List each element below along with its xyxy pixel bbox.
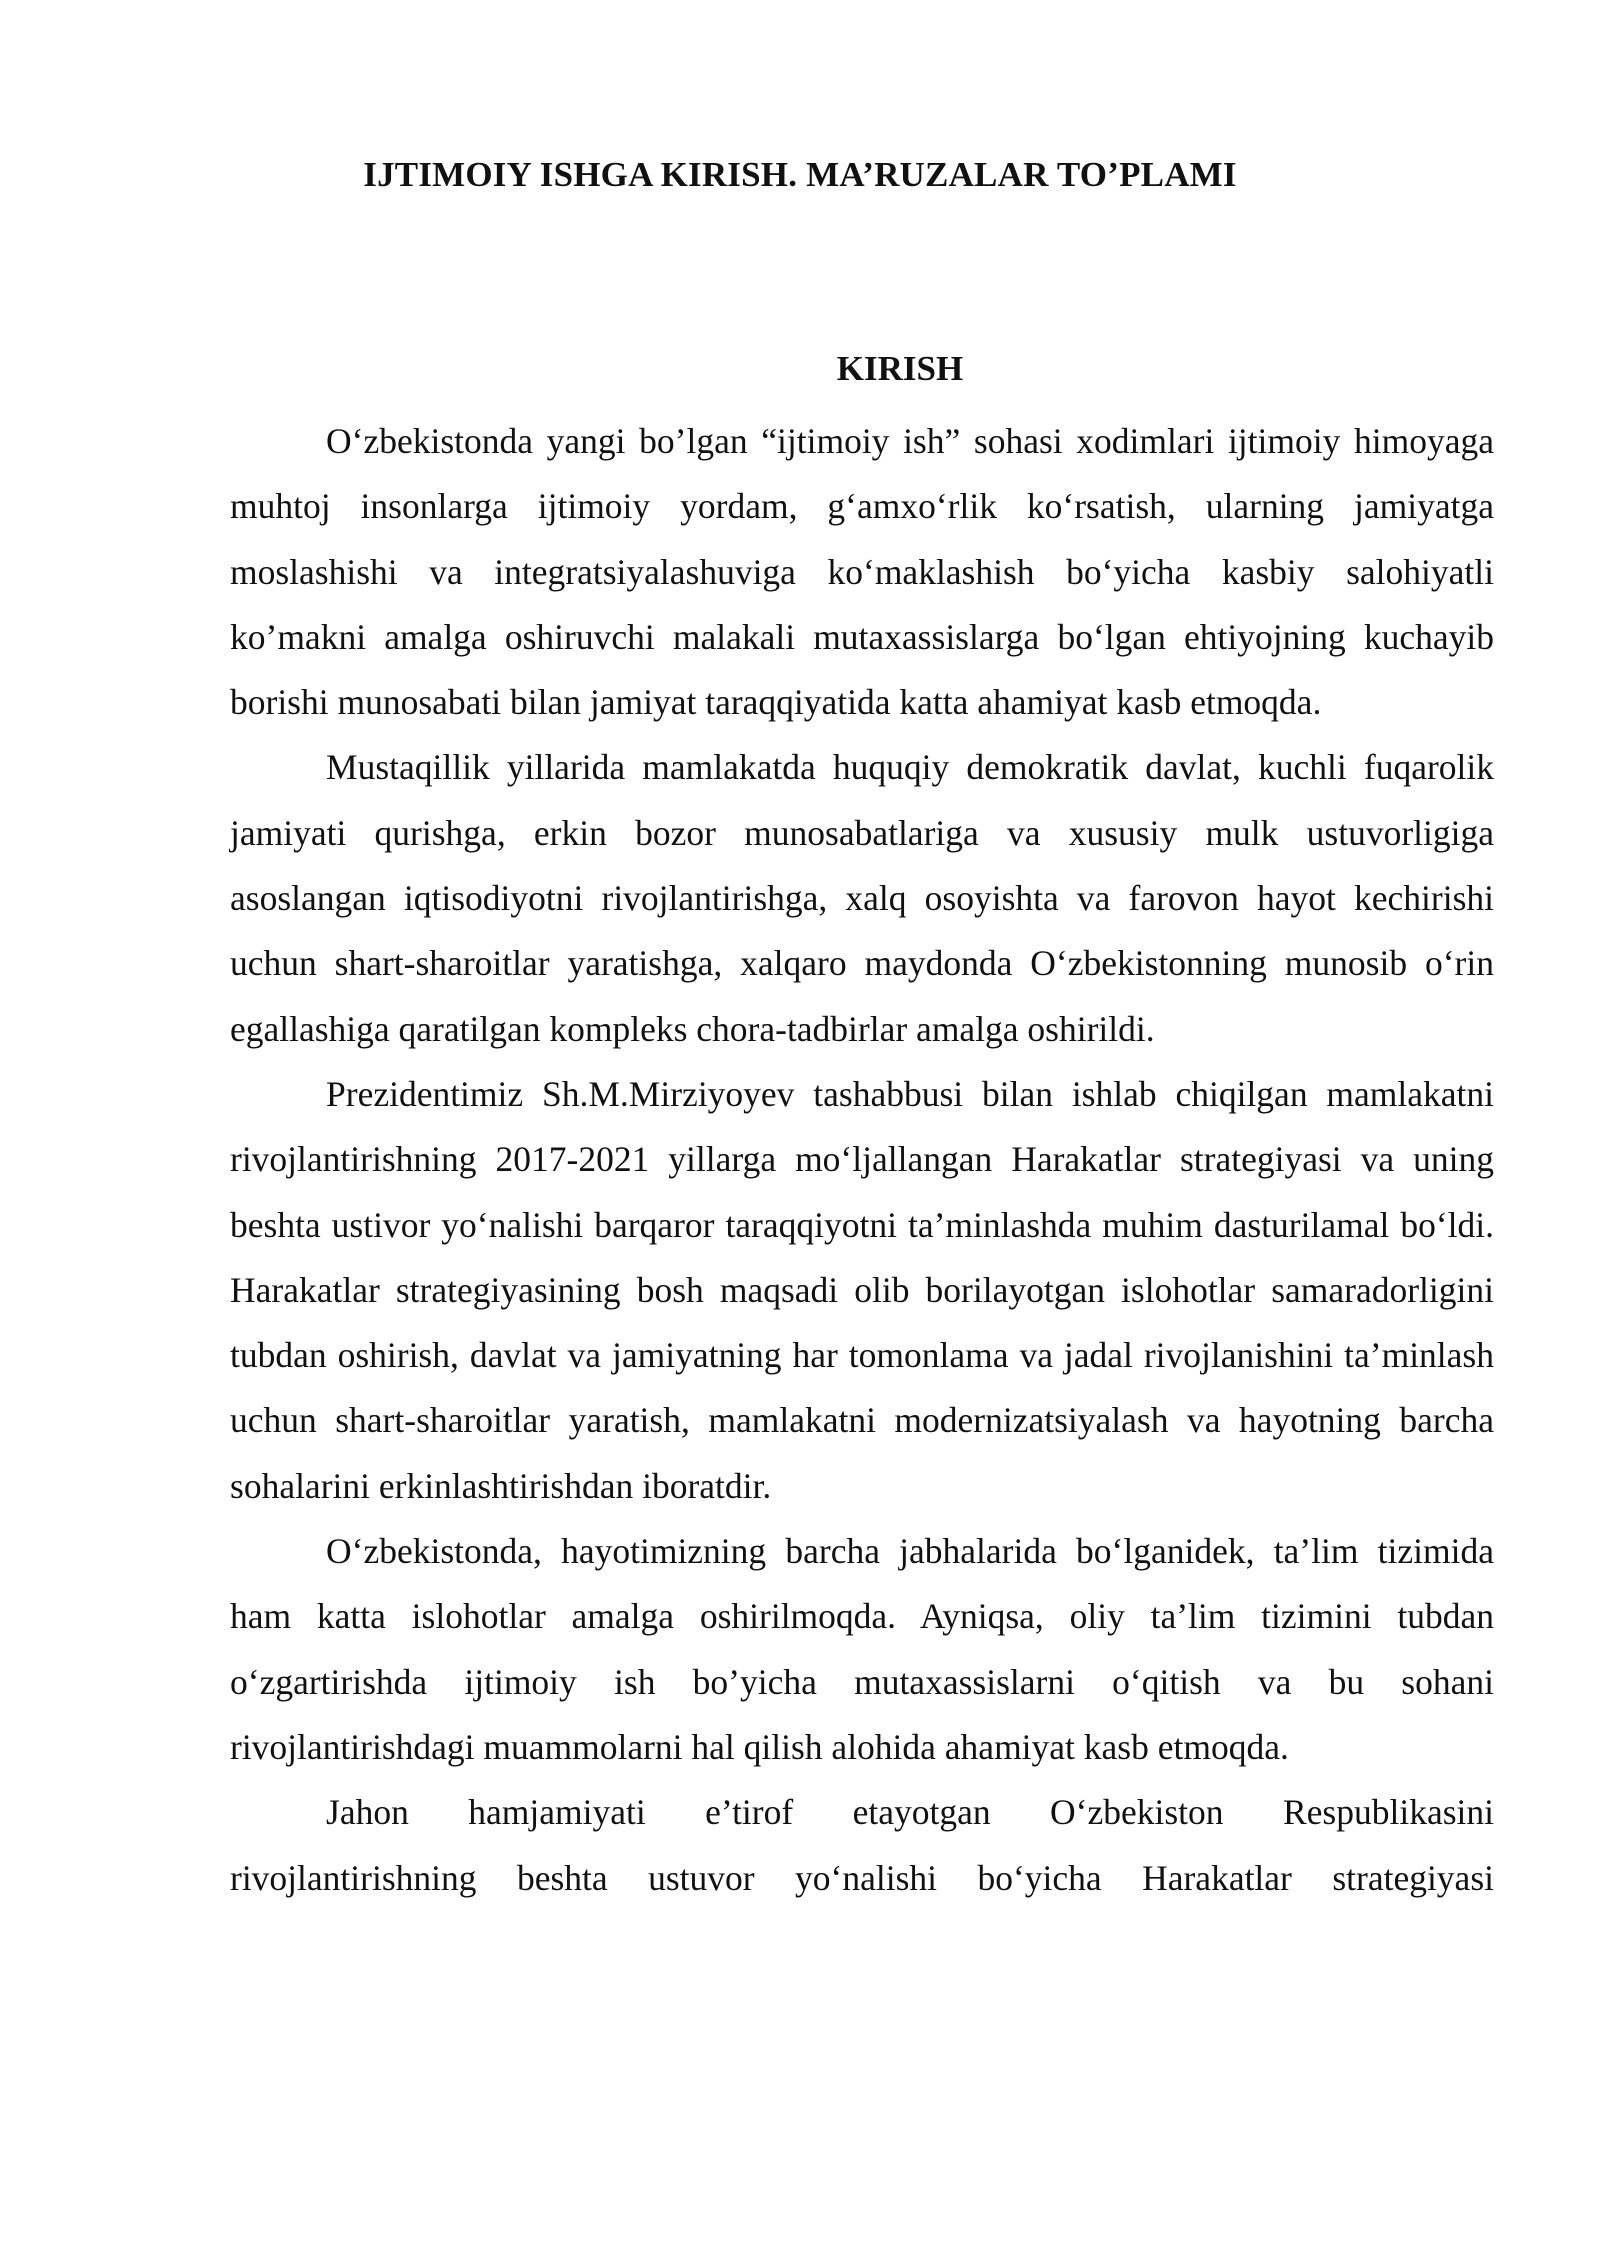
paragraph-4: O‘zbekistonda, hayotimizning barcha jabhalarida bo‘lganidek, ta’lim tizimida ham katta islohotlar amalga oshirilmoqda. Ayniqsa, oliy ta’lim tizimini tubdan o‘zgartirishda ijtimoiy ish bo’yicha mutaxassislarni o‘qitish va bu sohani rivojlantirishdagi muammolarni hal qilish alohida ahamiyat kasb etmoqda. [230,1531,1494,1767]
section-heading: KIRISH [836,349,964,388]
paragraph-3: Prezidentimiz Sh.M.Mirziyoyev tashabbusi bilan ishlab chiqilgan mamlakatni rivojlantirishning 2017-2021 yillarga mo‘ljallangan Harakatlar strategiyasi va uning beshta ustivor yo‘nalishi barqaror taraqqiyotni ta’minlashda muhim dasturilamal bo‘ldi. Harakatlar strategiyasining bosh maqsadi olib borilayotgan islohotlar samaradorligini tubdan oshirish, davlat va jamiyatning har tomonlama va jadal rivojlanishini ta’minlash uchun shart-sharoitlar yaratish, mamlakatni modernizatsiyalash va hayotning barcha sohalarini erkinlashtirishdan iboratdir. [230,1073,1494,1506]
paragraph-5: Jahon hamjamiyati e’tirof etayotgan O‘zbekiston Respublikasini rivojlantirishning beshta ustuvor yo‘nalishi bo‘yicha Harakatlar strategiyasi [230,1792,1494,1898]
paragraph-1: O‘zbekistonda yangi bo’lgan “ijtimoiy ish” sohasi xodimlari ijtimoiy himoyaga muhtoj insonlarga ijtimoiy yordam, g‘amxo‘rlik ko‘rsatish, ularning jamiyatga moslashishi va integratsiyalashuviga ko‘maklashish bo‘yicha kasbiy salohiyatli ko’makni amalga oshiruvchi malakali mutaxassislarga bo‘lgan ehtiyojning kuchayib borishi munosabati bilan jamiyat taraqqiyatida katta ahamiyat kasb etmoqda. [230,421,1494,723]
paragraph-2: Mustaqillik yillarida mamlakatda huquqiy demokratik davlat, kuchli fuqarolik jamiyati qurishga, erkin bozor munosabatlariga va xususiy mulk ustuvorligiga asoslangan iqtisodiyotni rivojlantirishga, xalq osoyishta va farovon hayot kechirishi uchun shart-sharoitlar yaratishga, xalqaro maydonda O‘zbekistonning munosib o‘rin egallashiga qaratilgan kompleks chora-tadbirlar amalga oshirildi. [230,747,1494,1049]
document-title: IJTIMOIY ISHGA KIRISH. MA’RUZALAR TO’PLAMI [363,155,1237,194]
body-text [230,409,1494,1911]
